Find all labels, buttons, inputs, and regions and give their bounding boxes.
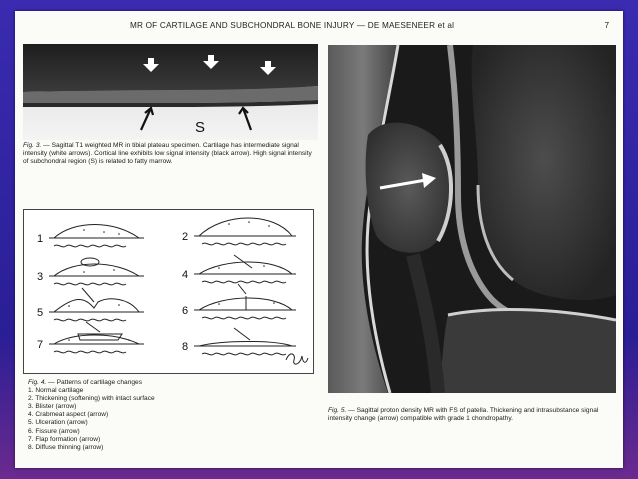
figure-5-image bbox=[328, 45, 616, 393]
figure-4-item: 6. Fissure (arrow) bbox=[28, 427, 80, 435]
figure-5-mr-graphic bbox=[328, 45, 616, 393]
panel-number-1: 1 bbox=[37, 233, 44, 245]
figure-5-caption bbox=[328, 407, 618, 423]
panel-number-5: 5 bbox=[37, 307, 44, 319]
panel-number-7: 7 bbox=[37, 339, 44, 351]
figure-4-caption-label: Fig. 4. bbox=[28, 379, 47, 386]
figure-3-caption-label: Fig. 3. bbox=[23, 142, 42, 149]
figure-5-caption-text: — Sagittal proton density MR with FS of patella. Thickening and intrasubstance signal intensity change (arrow) compatible with grade 1 chondropathy. bbox=[328, 407, 599, 423]
panel-number-8: 8 bbox=[182, 341, 189, 353]
figure-4-item: 7. Flap formation (arrow) bbox=[28, 435, 101, 443]
figure-4-item: 3. Blister (arrow) bbox=[28, 403, 77, 411]
figure-3-image bbox=[23, 44, 318, 140]
journal-page bbox=[15, 11, 623, 468]
figure-5-caption-label: Fig. 5. bbox=[328, 407, 347, 414]
figure-3-mr-graphic bbox=[23, 44, 318, 140]
figure-4-diagram bbox=[23, 209, 314, 374]
figure-4-caption-text: — Patterns of cartilage changes bbox=[46, 379, 142, 386]
panel-number-2: 2 bbox=[182, 231, 189, 243]
figure-4-caption bbox=[28, 379, 288, 452]
running-header bbox=[15, 21, 623, 37]
panel-number-4: 4 bbox=[182, 269, 189, 281]
figure-3-caption-text: — Sagittal T1 weighted MR in tibial plateau specimen. Cartilage has intermediate signal intensity (white arrows). Cortical line exhibits low signal intensity (black arrow). High signal intensity of subchondral region (S) is related to fatty marrow. bbox=[23, 142, 312, 166]
subchondral-label: S bbox=[195, 119, 206, 136]
figure-4-drawings bbox=[24, 210, 313, 373]
figure-4-item: 4. Crabmeat aspect (arrow) bbox=[28, 411, 109, 419]
figure-4-item: 8. Diffuse thinning (arrow) bbox=[28, 443, 104, 451]
figure-4-item: 2. Thickening (softening) with intact surface bbox=[28, 395, 155, 403]
figure-3-caption bbox=[23, 142, 318, 166]
figure-4-item: 1. Normal cartilage bbox=[28, 387, 84, 395]
panel-number-6: 6 bbox=[182, 305, 189, 317]
page-number: 7 bbox=[604, 21, 609, 30]
header-title: MR OF CARTILAGE AND SUBCHONDRAL BONE INJURY — DE MAESENEER et al bbox=[130, 21, 455, 30]
panel-stipple bbox=[68, 221, 275, 341]
figure-4-item: 5. Ulceration (arrow) bbox=[28, 419, 88, 427]
panel-number-3: 3 bbox=[37, 271, 44, 283]
